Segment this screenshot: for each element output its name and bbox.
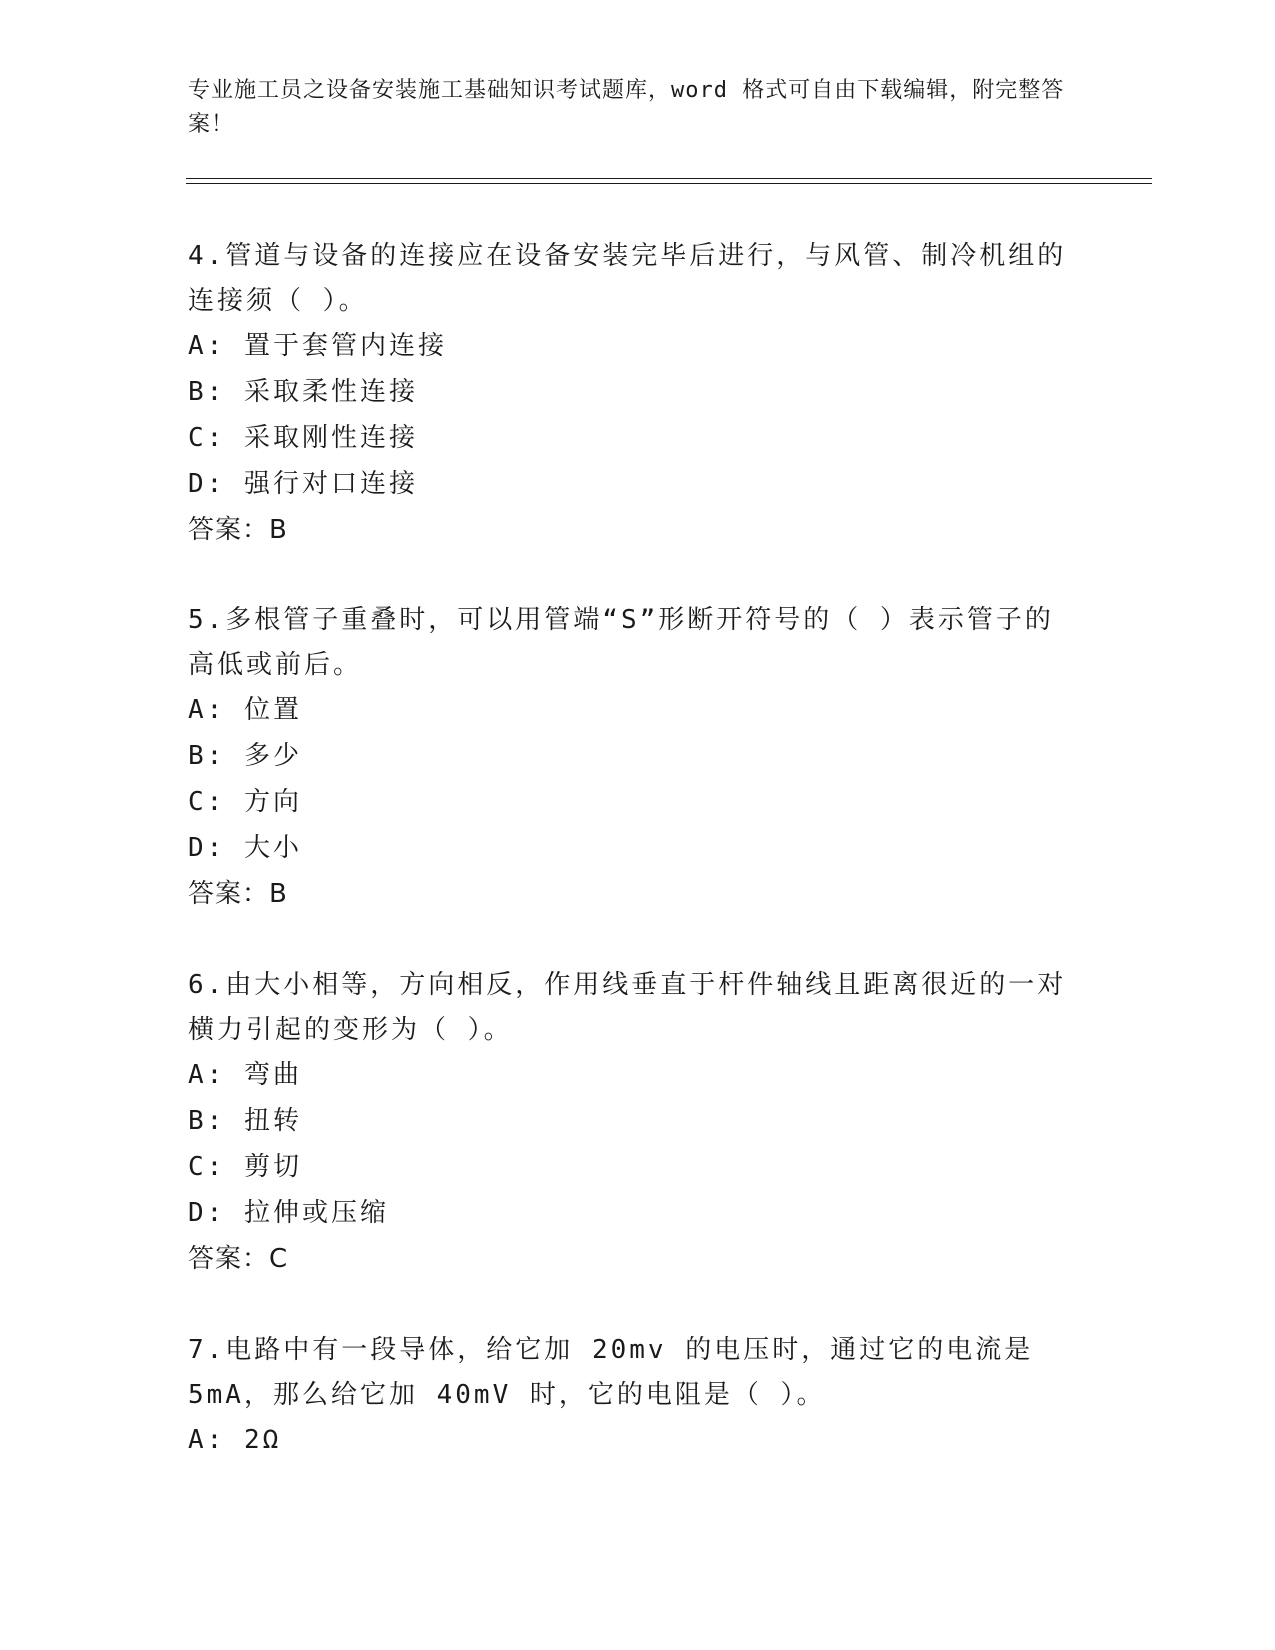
option-c: C: 采取刚性连接 (188, 423, 418, 453)
header-rule-bottom (186, 183, 1152, 184)
option-a: A: 置于套管内连接 (188, 331, 447, 361)
option-d: D: 强行对口连接 (188, 469, 418, 499)
answer: 答案：C (188, 1244, 289, 1274)
option-c: C: 剪切 (188, 1152, 302, 1182)
option-a: A: 弯曲 (188, 1060, 302, 1090)
option-c: C: 方向 (188, 787, 302, 817)
option-d: D: 大小 (188, 833, 302, 863)
question-6 (188, 963, 1068, 1283)
document-header: 专业施工员之设备安装施工基础知识考试题库，word 格式可自由下载编辑，附完整答案！ (188, 78, 1065, 137)
option-b: B: 采取柔性连接 (188, 377, 418, 407)
option-b: B: 多少 (188, 741, 302, 771)
answer: 答案：B (188, 515, 288, 545)
question-stem: 5.多根管子重叠时，可以用管端“S”形断开符号的（ ）表示管子的高低或前后。 (188, 605, 1054, 680)
option-a: A: 2Ω (188, 1425, 282, 1455)
question-stem: 6.由大小相等，方向相反，作用线垂直于杆件轴线且距离很近的一对横力引起的变形为（ ）。 (188, 970, 1067, 1045)
question-stem: 4.管道与设备的连接应在设备安装完毕后进行，与风管、制冷机组的连接须（ ）。 (188, 241, 1067, 316)
option-b: B: 扭转 (188, 1106, 302, 1136)
answer: 答案：B (188, 879, 288, 909)
question-7 (188, 1328, 1068, 1464)
header-rule-top (186, 178, 1152, 179)
question-5 (188, 598, 1068, 918)
option-d: D: 拉伸或压缩 (188, 1198, 389, 1228)
question-stem: 7.电路中有一段导体，给它加 20mv 的电压时，通过它的电流是 5mA，那么给它加 40mV 时，它的电阻是（ ）。 (188, 1335, 1034, 1410)
option-a: A: 位置 (188, 695, 302, 725)
question-4 (188, 234, 1068, 554)
